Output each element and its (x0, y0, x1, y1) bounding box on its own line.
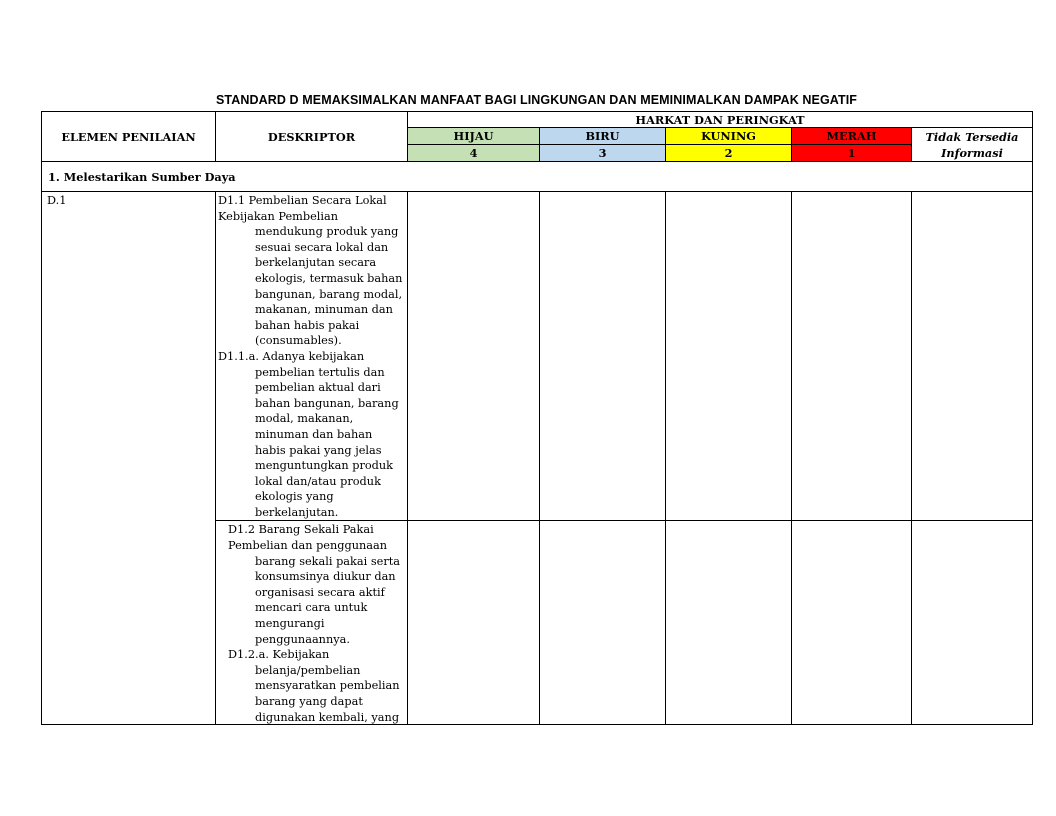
descriptor-line: D1.2 Barang Sekali Pakai (228, 523, 374, 537)
header-row-1 (42, 112, 1033, 128)
descriptor-line: bahan bangunan, barang (255, 396, 399, 410)
descriptor-line: habis pakai yang jelas (255, 443, 382, 457)
descriptor-text (216, 193, 407, 520)
document-title: STANDARD D MEMAKSIMALKAN MANFAAT BAGI LINGKUNGAN DAN MEMINIMALKAN DAMPAK NEGATIF (215, 93, 858, 107)
level-kuning-score: 2 (666, 145, 792, 162)
score-cell-biru (540, 192, 666, 521)
na-line-2: Informasi (941, 145, 1003, 160)
descriptor-line: digunakan kembali, yang (255, 710, 400, 724)
descriptor-line: bangunan, barang modal, (255, 287, 403, 301)
descriptor-line: mencari cara untuk (255, 601, 368, 615)
level-merah-score: 1 (792, 145, 912, 162)
score-cell-kuning (666, 192, 792, 521)
table-row (42, 192, 1033, 521)
descriptor-line: bahan habis pakai (255, 318, 360, 332)
score-cell-tidak-tersedia (912, 192, 1033, 521)
score-cell-merah (792, 521, 912, 725)
descriptor-line: ekologis yang (255, 490, 334, 504)
descriptor-line: Pembelian dan penggunaan (228, 539, 388, 553)
score-cell-tidak-tersedia (912, 521, 1033, 725)
descriptor-line: berkelanjutan secara (255, 256, 377, 270)
header-elemen-penilaian: ELEMEN PENILAIAN (42, 112, 216, 162)
descriptor-line: D1.2.a. Kebijakan (228, 648, 330, 662)
section-row (42, 162, 1033, 192)
assessment-table (41, 111, 1033, 725)
descriptor-line: barang yang dapat (255, 695, 363, 708)
score-cell-kuning (666, 521, 792, 725)
descriptor-line: (consumables). (255, 334, 342, 348)
descriptor-line: modal, makanan, (255, 412, 354, 426)
level-biru-label: BIRU (540, 128, 666, 145)
descriptor-line: pembelian aktual dari (255, 381, 381, 395)
score-cell-hijau (408, 192, 540, 521)
descriptor-line: D1.1.a. Adanya kebijakan (218, 349, 365, 363)
descriptor-line: Kebijakan Pembelian (218, 209, 338, 223)
elemen-cell: D.1 (42, 192, 216, 725)
descriptor-line: makanan, minuman dan (255, 303, 393, 317)
descriptor-line: mendukung produk yang (255, 225, 399, 239)
header-deskriptor: DESKRIPTOR (216, 112, 408, 162)
descriptor-line: pembelian tertulis dan (255, 365, 385, 379)
descriptor-line: konsumsinya diukur dan (255, 570, 396, 584)
descriptor-line: ekologis, termasuk bahan (255, 271, 403, 285)
score-cell-biru (540, 521, 666, 725)
descriptor-line: barang sekali pakai serta (255, 554, 400, 568)
level-hijau-label: HIJAU (408, 128, 540, 145)
header-harkat-peringkat: HARKAT DAN PERINGKAT (408, 112, 1033, 128)
descriptor-cell-d1-1 (216, 192, 408, 521)
descriptor-line: mensyaratkan pembelian (255, 679, 400, 693)
header-tidak-tersedia (912, 128, 1033, 162)
level-merah-label: MERAH (792, 128, 912, 145)
descriptor-line: minuman dan bahan (255, 427, 373, 441)
section-title: 1. Melestarikan Sumber Daya (42, 162, 1033, 192)
descriptor-line: sesuai secara lokal dan (255, 240, 389, 254)
descriptor-line: lokal dan/atau produk (255, 474, 381, 488)
descriptor-line: menguntungkan produk (255, 459, 394, 473)
descriptor-line: penggunaannya. (255, 632, 350, 646)
level-kuning-label: KUNING (666, 128, 792, 145)
descriptor-cell-d1-2 (216, 521, 408, 725)
score-cell-merah (792, 192, 912, 521)
level-hijau-score: 4 (408, 145, 540, 162)
na-line-1: Tidak Tersedia (925, 129, 1019, 144)
descriptor-text (216, 522, 407, 724)
descriptor-line: D1.1 Pembelian Secara Lokal (218, 194, 387, 207)
descriptor-line: organisasi secara aktif (255, 585, 385, 599)
descriptor-line: belanja/pembelian (255, 663, 361, 677)
descriptor-line: mengurangi (255, 617, 325, 631)
level-biru-score: 3 (540, 145, 666, 162)
descriptor-line: berkelanjutan. (255, 505, 339, 519)
score-cell-hijau (408, 521, 540, 725)
